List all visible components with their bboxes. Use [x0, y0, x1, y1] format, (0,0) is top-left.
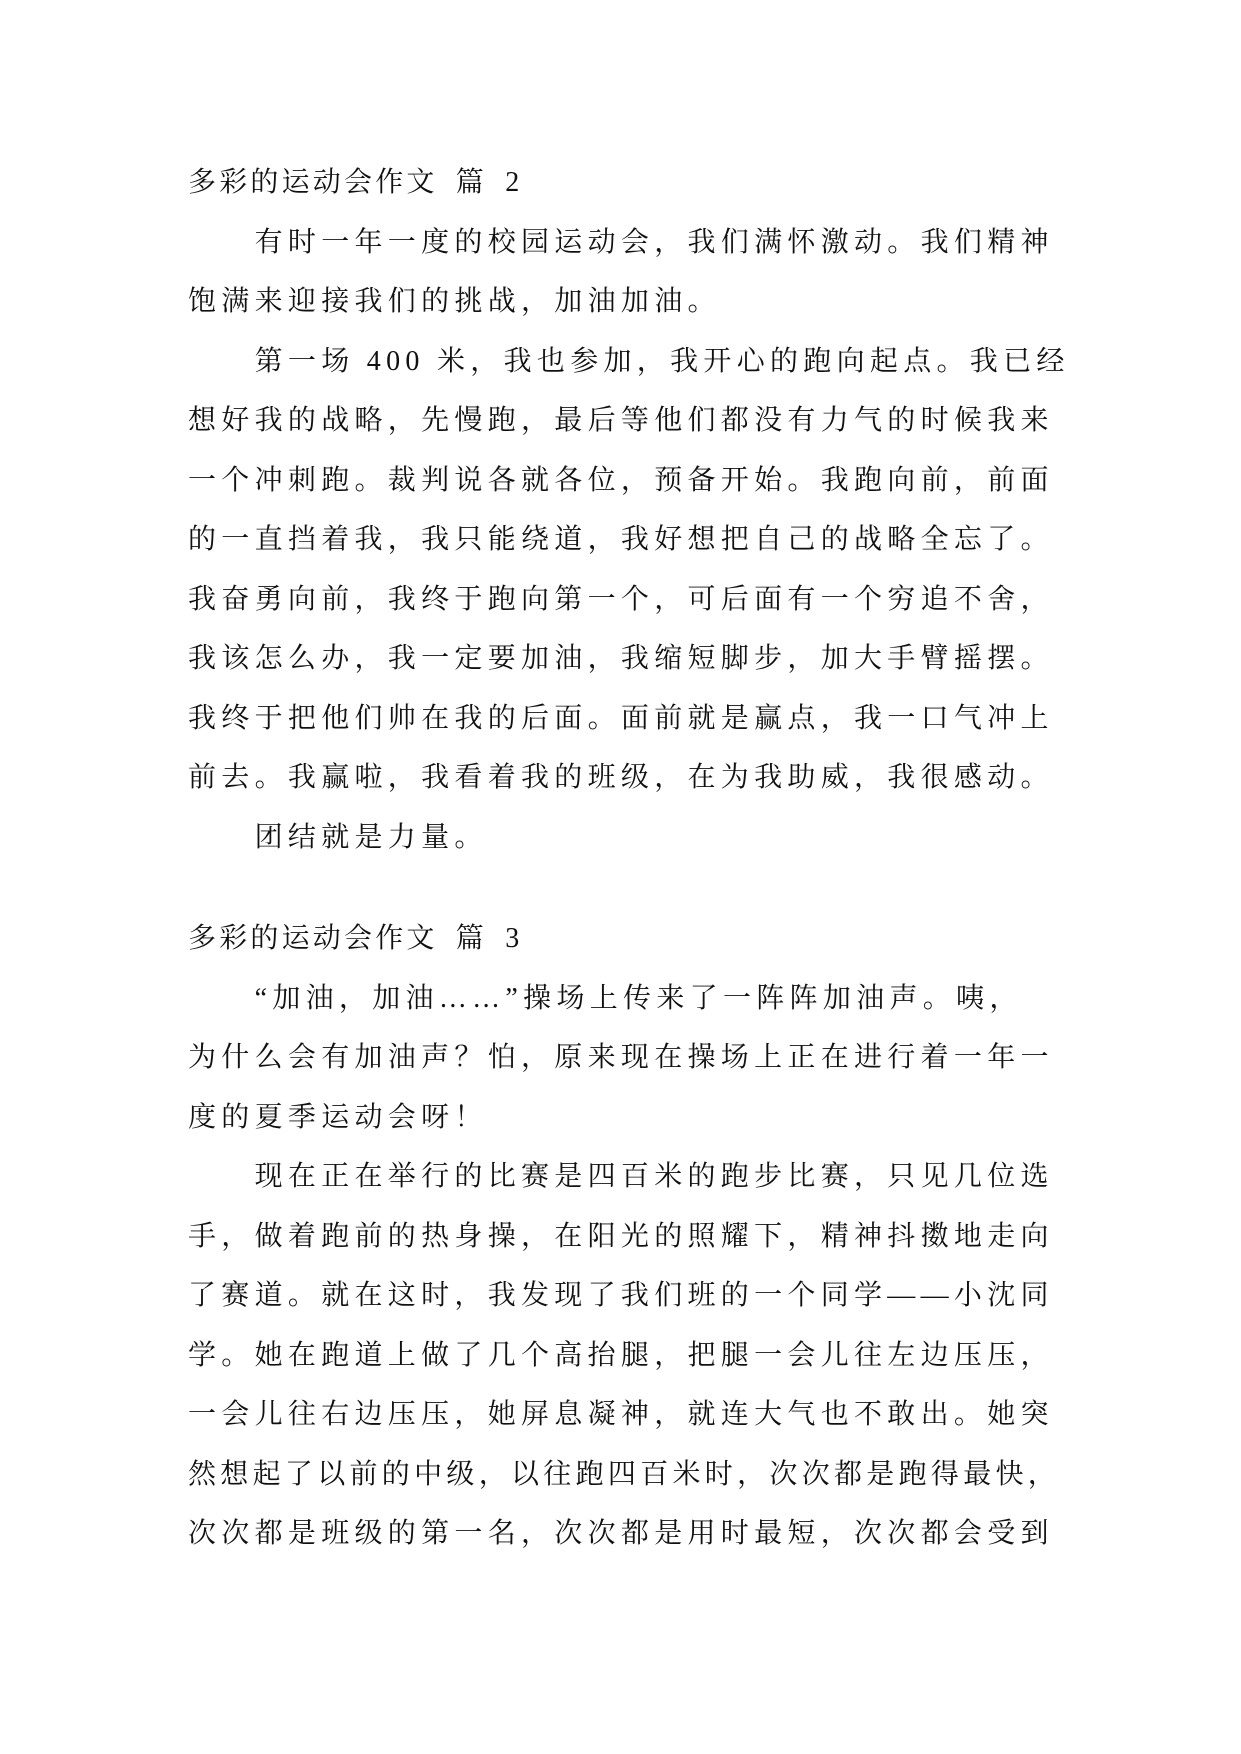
paragraph — [188, 808, 1054, 868]
text-line: 为什么会有加油声？怕，原来现在操场上正在进行着一年一 — [188, 1042, 1054, 1073]
text-line: 现在正在举行的比赛是四百米的跑步比赛，只见几位选 — [254, 1161, 1054, 1192]
text-line: 一会儿往右边压压，她屏息凝神，就连大气也不敢出。她突 — [188, 1399, 1054, 1430]
text-line: 学。她在跑道上做了几个高抬腿，把腿一会儿往左边压压， — [188, 1339, 1054, 1371]
paragraph — [188, 969, 1054, 1148]
essay-section — [188, 153, 1070, 867]
text-line: 我奋勇向前，我终于跑向第一个，可后面有一个穷追不舍， — [188, 583, 1054, 615]
text-line: “加油，加油……”操场上传来了一阵阵加油声。咦， — [254, 982, 1023, 1014]
essay-section — [188, 909, 1061, 1564]
text-line: 次次都是班级的第一名，次次都是用时最短，次次都会受到 — [188, 1518, 1054, 1549]
essay-title: 多彩的运动会作文 篇 2 — [188, 167, 523, 198]
text-line: 第一场 400 米，我也参加，我开心的跑向起点。我已经 — [254, 345, 1070, 377]
text-line: 我该怎么办，我一定要加油，我缩短脚步，加大手臂摇摆。 — [188, 643, 1054, 674]
paragraph — [188, 1147, 1061, 1564]
text-line: 我终于把他们帅在我的后面。面前就是赢点，我一口气冲上 — [188, 702, 1054, 734]
text-line: 然想起了以前的中级，以往跑四百米时，次次都是跑得最快， — [188, 1458, 1061, 1490]
essay-title: 多彩的运动会作文 篇 3 — [188, 923, 523, 954]
paragraph — [188, 213, 1054, 332]
text-line: 的一直挡着我，我只能绕道，我好想把自己的战略全忘了。 — [188, 524, 1054, 555]
text-line: 一个冲刺跑。裁判说各就各位，预备开始。我跑向前，前面 — [188, 464, 1054, 496]
paragraph — [188, 332, 1070, 808]
text-line: 有时一年一度的校园运动会，我们满怀激动。我们精神 — [254, 226, 1054, 258]
text-line: 度的夏季运动会呀！ — [188, 1101, 488, 1133]
document-body — [188, 153, 1070, 1564]
text-line: 了赛道。就在这时，我发现了我们班的一个同学——小沈同 — [188, 1280, 1054, 1311]
text-line: 饱满来迎接我们的挑战，加油加油。 — [188, 286, 721, 317]
text-line: 想好我的战略，先慢跑，最后等他们都没有力气的时候我来 — [188, 405, 1054, 436]
text-line: 手，做着跑前的热身操，在阳光的照耀下，精神抖擞地走向 — [188, 1220, 1054, 1252]
text-line: 前去。我赢啦，我看着我的班级，在为我助威，我很感动。 — [188, 762, 1054, 793]
text-line: 团结就是力量。 — [254, 821, 488, 853]
